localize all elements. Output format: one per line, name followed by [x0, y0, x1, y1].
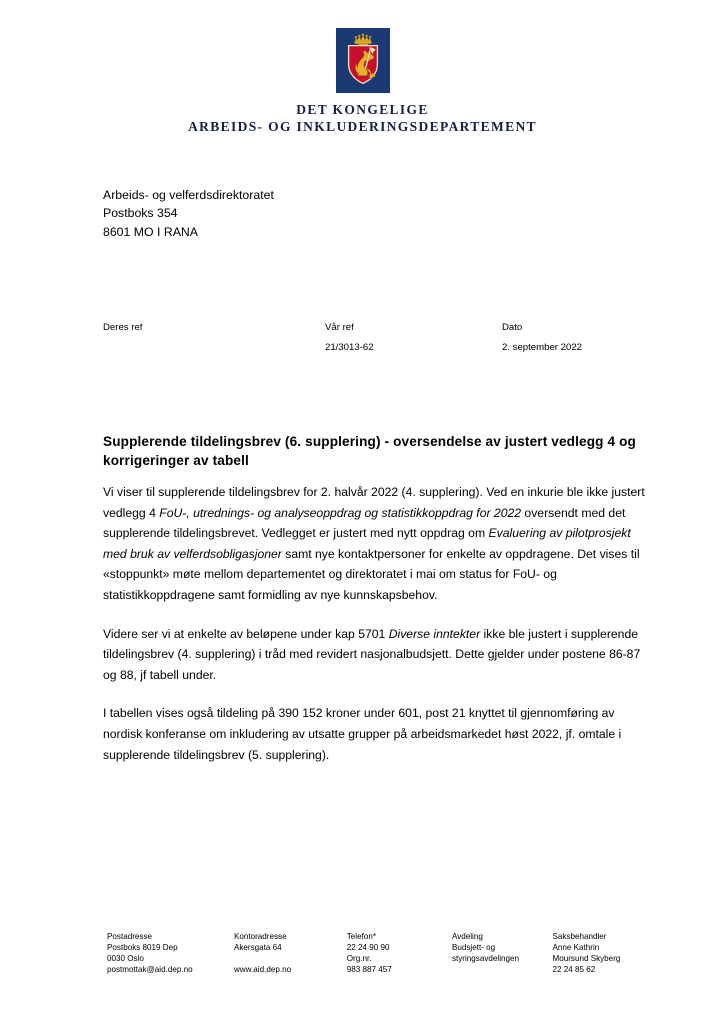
dato-value: 2. september 2022 [502, 342, 583, 353]
var-ref-column [325, 318, 502, 358]
deres-ref-label: Deres ref [103, 322, 143, 333]
coat-of-arms-icon [336, 28, 390, 93]
footer-column-avdeling [452, 931, 553, 975]
coat-of-arms-shield-graphic [336, 28, 390, 93]
paragraph-2 [103, 624, 648, 686]
deres-ref-column [103, 318, 325, 358]
footer-col1-line1: Postadresse [107, 932, 152, 941]
footer-col5-line4: 22 24 85 62 [552, 965, 596, 975]
var-ref-label: Vår ref [325, 322, 354, 333]
footer-col3-line3: Org.nr. [346, 954, 372, 964]
footer-column-postadresse [107, 931, 234, 975]
page-title: Supplerende tildelingsbrev (6. supplering) - oversendelse av justert vedlegg 4 og korrigeringer av tabell [103, 434, 636, 468]
footer-col1-line2: Postboks 8019 Dep [107, 943, 178, 953]
recipient-line-1: Arbeids- og velferdsdirektoratet [103, 188, 274, 202]
paragraph-3-segment-1: I tabellen vises også tildeling på 390 152 kroner under 601, post 21 knyttet til gjennomføring av nordisk konferanse om inkludering av utsatte grupper på arbeidsmarkedet høst 2022, jf. omtale i supplerende tildelingsbrev (5. supplering). [103, 706, 622, 762]
paragraph-1-italic-2: Evaluering av pilotprosjekt med bruk av velferdsobligasjoner [103, 526, 631, 561]
footer-col1-line4[interactable]: postmottak@aid.dep.no [107, 965, 193, 975]
paragraph-2-italic-1: Diverse inntekter [388, 626, 481, 641]
recipient-line-3: 8601 MO I RANA [103, 224, 198, 239]
footer-col2-line4[interactable]: www.aid.dep.no [233, 965, 292, 975]
footer-col2-line1: Kontoradresse [233, 932, 287, 941]
letterhead-line-2: ARBEIDS- OG INKLUDERINGSDEPARTEMENT [188, 119, 537, 134]
footer-column-telefon [347, 931, 452, 975]
paragraph-1-italic-1: FoU-, utrednings- og analyseoppdrag og statistikkoppdrag for 2022 [159, 505, 522, 520]
footer-col5-line2: Anne Kathrin [552, 943, 600, 953]
footer-col3-line1: Telefon* [346, 932, 376, 941]
footer-col1-line3: 0030 Oslo [107, 954, 144, 964]
footer-column-kontoradresse [234, 931, 347, 975]
paragraph-1-segment-2: oversendt med det supplerende tildelingsbrevet. Vedlegget er justert med nytt oppdrag om [103, 505, 626, 541]
recipient-line-2: Postboks 354 [103, 206, 178, 221]
paragraph-1 [103, 482, 648, 606]
reference-row [103, 318, 623, 358]
footer-col4-line2: Budsjett- og [451, 943, 496, 953]
footer-col2-line2: Akersgata 64 [233, 943, 282, 953]
footer-col5-line1: Saksbehandler [552, 932, 607, 941]
footer-column-saksbehandler [552, 931, 652, 975]
paragraph-3 [103, 703, 648, 765]
dato-column [502, 318, 623, 358]
footer-col4-line3: styringsavdelingen [451, 954, 519, 964]
document-body [103, 432, 648, 765]
footer-col4-line1: Avdeling [451, 932, 483, 941]
letterhead-line-1: DET KONGELIGE [296, 102, 429, 117]
dato-label: Dato [502, 322, 523, 333]
paragraph-1-segment-1: Vi viser til supplerende tildelingsbrev for 2. halvår 2022 (4. supplering). Ved en inkurie ble ikke justert vedlegg 4 [103, 485, 645, 520]
footer-col5-line3: Moursund Skyberg [552, 954, 621, 964]
letterhead-text [0, 101, 725, 135]
page-footer [107, 931, 652, 975]
paragraph-2-segment-1: Videre ser vi at enkelte av beløpene under kap 5701 [103, 626, 389, 641]
recipient-address [103, 186, 274, 241]
paragraph-2-segment-2: ikke ble justert i supplerende tildelingsbrev (4. supplering) i tråd med revidert nasjonalbudsjett. Dette gjelder under postene 86-87 og 88, jf tabell under. [103, 626, 641, 682]
footer-col3-line2: 22 24 90 90 [346, 943, 390, 953]
letterhead [0, 28, 725, 135]
paragraph-1-segment-3: samt nye kontaktpersoner for enkelte av oppdragene. Det vises til «stoppunkt» møte mellom departementet og direktoratet i mai om status for FoU- og statistikkoppdragene samt formidling av nye kunnskapsbehov. [103, 546, 640, 602]
var-ref-value: 21/3013-62 [325, 342, 374, 353]
footer-col3-line4: 983 887 457 [346, 965, 392, 975]
